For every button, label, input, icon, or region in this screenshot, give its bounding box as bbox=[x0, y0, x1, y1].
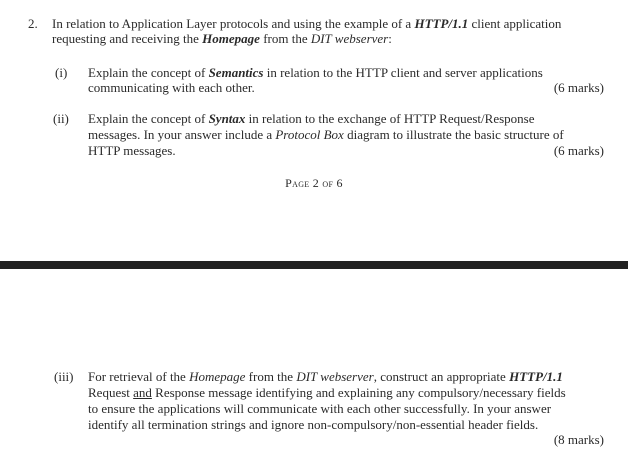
question-text-line-2 bbox=[52, 31, 392, 46]
part-iii-line-1 bbox=[88, 369, 563, 384]
question-number: 2. bbox=[28, 16, 38, 31]
syntax-emphasis: Syntax bbox=[208, 111, 246, 126]
part-i-line-2: communicating with each other. bbox=[88, 80, 255, 95]
semantics-emphasis: Semantics bbox=[208, 65, 264, 80]
and-underline-emphasis: and bbox=[133, 385, 152, 400]
part-ii-text-span: in relation to the exchange of HTTP Request/Response bbox=[245, 111, 535, 126]
part-ii-text-span: messages. In your answer include a bbox=[88, 127, 276, 142]
question-text-span: : bbox=[388, 31, 392, 46]
part-i-marks: (6 marks) bbox=[553, 80, 604, 95]
part-ii-text-span: Explain the concept of bbox=[88, 111, 209, 126]
part-ii-line-3: HTTP messages. bbox=[88, 143, 176, 158]
page-divider bbox=[0, 261, 628, 269]
part-iii-marks: (8 marks) bbox=[553, 432, 604, 447]
part-iii-text-span: , construct an appropriate bbox=[373, 369, 510, 384]
part-iii-line-4: identify all termination strings and ignore non-compulsory/non-essential header fields. bbox=[88, 417, 539, 432]
homepage-emphasis: Homepage bbox=[202, 31, 260, 46]
webserver-emphasis: DIT webserver bbox=[310, 31, 389, 46]
part-iii-number: (iii) bbox=[54, 369, 74, 384]
part-iii-text-span: For retrieval of the bbox=[88, 369, 190, 384]
protocol-box-emphasis: Protocol Box bbox=[275, 127, 344, 142]
part-i-text-span: Explain the concept of bbox=[88, 65, 209, 80]
question-text-span: In relation to Application Layer protocols and using the example of a bbox=[52, 16, 415, 31]
homepage-emphasis: Homepage bbox=[189, 369, 246, 384]
question-text-span: requesting and receiving the bbox=[52, 31, 203, 46]
part-i-number: (i) bbox=[55, 65, 68, 80]
part-ii-line-1 bbox=[88, 111, 534, 126]
question-text-span: client application bbox=[468, 16, 562, 31]
part-iii-text-span: Response message identifying and explaining any compulsory/necessary fields bbox=[151, 385, 566, 400]
part-ii-line-2 bbox=[88, 127, 564, 142]
page-footer: Page 2 of 6 bbox=[285, 176, 343, 190]
part-iii-text-span: from the bbox=[245, 369, 297, 384]
part-iii-line-2 bbox=[88, 385, 566, 400]
question-text-line-1 bbox=[52, 16, 561, 31]
part-ii-text-span: diagram to illustrate the basic structure of bbox=[343, 127, 564, 142]
webserver-emphasis: DIT webserver bbox=[296, 369, 374, 384]
http-version-emphasis: HTTP/1.1 bbox=[414, 16, 469, 31]
part-ii-marks: (6 marks) bbox=[553, 143, 604, 158]
part-iii-line-3: to ensure the applications will communicate with each other successfully. In your answer bbox=[88, 401, 552, 416]
part-i-text-span: in relation to the HTTP client and server applications bbox=[263, 65, 543, 80]
part-ii-number: (ii) bbox=[53, 111, 69, 126]
question-text-span: from the bbox=[259, 31, 311, 46]
part-i-line-1 bbox=[88, 65, 543, 80]
http-version-emphasis: HTTP/1.1 bbox=[509, 369, 563, 384]
part-iii-text-span: Request bbox=[88, 385, 134, 400]
